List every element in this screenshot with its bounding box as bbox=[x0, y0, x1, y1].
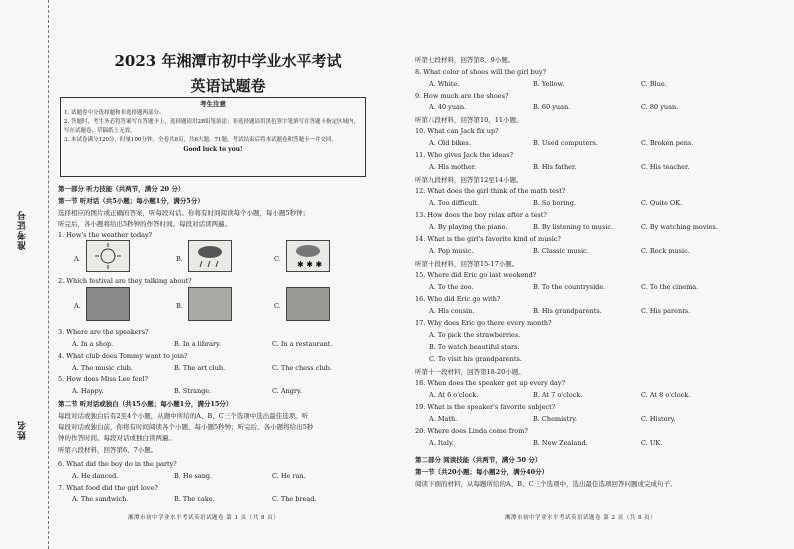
option: A. Pop music. bbox=[429, 247, 474, 255]
question-10: 10. What can Jack fix up? bbox=[415, 127, 499, 135]
notice-box bbox=[60, 97, 366, 177]
festival-image bbox=[286, 287, 330, 321]
rain-icon bbox=[188, 240, 232, 272]
section1-heading: 第一节 听对话（共5小题；每小题1分，满分5分） bbox=[58, 197, 204, 205]
option: B. To the countryside. bbox=[533, 283, 606, 291]
passage-intro: 听第九段材料，回答第12至14小题。 bbox=[415, 176, 523, 184]
option: A. His cousin. bbox=[429, 307, 475, 315]
notice-item: 2. 答题时，考生务必将答案写在答题卡上，选择题请用2B铅笔填涂；非选择题请用黑色签字笔填写在答题卡指定区域内，写在试题卷、草稿纸上无效。 bbox=[64, 119, 360, 134]
passage-intro: 听第十段材料，回答第15-17小题。 bbox=[415, 260, 519, 268]
passage-intro: 听第六段材料，回答第6、7小题。 bbox=[58, 446, 158, 454]
section2-instruction: 每段对话或独白前，你将有时间阅读各个小题，每小题5秒钟；听完后，各小题将给出5秒 bbox=[58, 423, 314, 431]
option: B. Classic music. bbox=[533, 247, 589, 255]
option: A. Math. bbox=[429, 415, 458, 423]
question-12: 12. What does the girl think of the math test? bbox=[415, 187, 566, 195]
option: C. He ran. bbox=[272, 472, 306, 480]
svg-text:✱ ✱ ✱: ✱ ✱ ✱ bbox=[297, 260, 323, 269]
passage-intro: 听第十一段材料，回答第18-20小题。 bbox=[415, 368, 525, 376]
option: A. To pick the strawberries. bbox=[429, 331, 521, 339]
question-2: 2. Which festival are they talking about? bbox=[58, 277, 192, 285]
option: C. By watching movies. bbox=[641, 223, 718, 231]
part2-heading: 第二部分 阅读技能（共两节，满分 50 分） bbox=[415, 456, 542, 464]
option: B. 60 yuan. bbox=[533, 103, 571, 111]
sun-icon bbox=[86, 240, 130, 272]
option: B. To watch beautiful stars. bbox=[429, 343, 520, 351]
option: B. Strange. bbox=[174, 387, 212, 395]
exam-title: 2023 年湘潭市初中学业水平考试 bbox=[114, 52, 342, 70]
part2-instruction: 阅读下面的材料，从每题所给的A、B、C三个选项中，选出最佳选项回答问题或完成句子。 bbox=[415, 480, 677, 488]
option: C. His teacher. bbox=[641, 163, 690, 171]
option: B. Yellow. bbox=[533, 80, 565, 88]
option-label: A. bbox=[74, 255, 81, 263]
question-4: 4. What club does Tommy want to join? bbox=[58, 352, 188, 360]
question-19: 19. What is the speaker's favorite subject? bbox=[415, 403, 556, 411]
option: B. By listening to music. bbox=[533, 223, 614, 231]
passage-intro: 听第八段材料，回答第10、11小题。 bbox=[415, 116, 523, 124]
question-11: 11. Who gives Jack the ideas? bbox=[415, 151, 514, 159]
option: C. Broken pens. bbox=[641, 139, 694, 147]
question-3: 3. Where are the speakers? bbox=[58, 328, 149, 336]
option: A. Italy. bbox=[429, 439, 454, 447]
option: B. His grandparents. bbox=[533, 307, 602, 315]
option: C. Quite OK. bbox=[641, 199, 683, 207]
question-13: 13. How does the boy relax after a test? bbox=[415, 211, 547, 219]
option: A. White. bbox=[429, 80, 460, 88]
question-15: 15. Where did Eric go last weekend? bbox=[415, 271, 537, 279]
section2-instruction: 每段对话或独白后有2至4个小题，从题中所给的A、B、C三个选项中选出最佳选项。听 bbox=[58, 412, 309, 420]
option-label: C. bbox=[274, 302, 281, 310]
question-20: 20. Where does Linda come from? bbox=[415, 427, 528, 435]
festival-image bbox=[188, 287, 232, 321]
option: A. Old bikes. bbox=[429, 139, 471, 147]
option-label: A. bbox=[74, 302, 81, 310]
option: C. Blue. bbox=[641, 80, 667, 88]
option: C. To the cinema. bbox=[641, 283, 699, 291]
question-6: 6. What did the boy do in the party? bbox=[58, 460, 177, 468]
question-1: 1. How's the weather today? bbox=[58, 231, 153, 239]
festival-image bbox=[86, 287, 130, 321]
notice-item: 1. 试题卷中分选择题和非选择题两部分。 bbox=[64, 110, 165, 116]
option: C. The bread. bbox=[272, 495, 317, 503]
option: C. 80 yuan. bbox=[641, 103, 679, 111]
page-footer: 湘潭市初中学业水平考试英语试题卷 第 2 页（共 8 页） bbox=[505, 515, 657, 521]
option-label: B. bbox=[176, 302, 183, 310]
exam-number-label: 准考证号 bbox=[18, 210, 28, 250]
question-14: 14. What is the girl's favorite kind of music? bbox=[415, 235, 561, 243]
option: B. The cake. bbox=[174, 495, 215, 503]
notice-item: 3. 本试卷满分120分，时量100分钟。全卷共8页，共6大题，71题。考试结束后将本试题卷和答题卡一并交回。 bbox=[64, 137, 337, 143]
snow-icon bbox=[286, 240, 330, 272]
question-17: 17. Why does Eric go there every month? bbox=[415, 319, 552, 327]
section1-instruction: 选择相应的图片或正确的答案，听每段对话。你将有时间阅读每个小题，每小题5秒钟； bbox=[58, 209, 310, 217]
option: C. To visit his grandparents. bbox=[429, 355, 522, 363]
option: C. In a restaurant. bbox=[272, 340, 333, 348]
name-label: 姓名 bbox=[18, 420, 28, 440]
option: B. New Zealand. bbox=[533, 439, 588, 447]
option: C. His parents. bbox=[641, 307, 691, 315]
right-page bbox=[397, 0, 794, 549]
option: C. UK. bbox=[641, 439, 663, 447]
binding-margin bbox=[0, 0, 49, 549]
option: B. His father. bbox=[533, 163, 577, 171]
option: B. Chemistry. bbox=[533, 415, 578, 423]
option: B. The art club. bbox=[174, 364, 226, 372]
part2-section1-heading: 第一节（共20小题；每小题2分，满分40分） bbox=[415, 468, 549, 476]
option: A. He danced. bbox=[72, 472, 119, 480]
option: C. The chess club. bbox=[272, 364, 332, 372]
option: B. At 7 o'clock. bbox=[533, 391, 583, 399]
option: B. Used computers. bbox=[533, 139, 598, 147]
notice-heading: 考生注意 bbox=[200, 100, 226, 108]
option: B. He sang. bbox=[174, 472, 213, 480]
option: C. At 8 o'clock. bbox=[641, 391, 691, 399]
section2-heading: 第二节 听对话或独白（共15小题；每小题1分，满分15分） bbox=[58, 400, 233, 408]
option: B. In a library. bbox=[174, 340, 221, 348]
option: A. 40 yuan. bbox=[429, 103, 467, 111]
question-7: 7. What food did the girl love? bbox=[58, 484, 158, 492]
good-luck-text: Good luck to you! bbox=[183, 146, 243, 153]
question-9: 9. How much are the shoes? bbox=[415, 92, 509, 100]
option: A. To the zoo. bbox=[429, 283, 474, 291]
option: A. At 6 o'clock. bbox=[429, 391, 479, 399]
option: A. By playing the piano. bbox=[429, 223, 508, 231]
option: A. The sandwich. bbox=[72, 495, 129, 503]
exam-subtitle: 英语试题卷 bbox=[190, 77, 266, 95]
option: A. Too difficult. bbox=[429, 199, 480, 207]
option: C. History. bbox=[641, 415, 676, 423]
option: A. In a shop. bbox=[72, 340, 114, 348]
question-8: 8. What color of shoes will the girl buy? bbox=[415, 68, 547, 76]
option: B. So boring. bbox=[533, 199, 577, 207]
option: C. Angry. bbox=[272, 387, 302, 395]
option: A. His mother. bbox=[429, 163, 477, 171]
passage-intro: 听第七段材料，回答第8、9小题。 bbox=[415, 56, 515, 64]
section1-instruction: 听完后，各小题将给出5秒钟的作答时间。每段对话读两遍。 bbox=[58, 220, 232, 228]
question-5: 5. How does Miss Lee feel? bbox=[58, 375, 149, 383]
page-footer: 湘潭市初中学业水平考试英语试题卷 第 1 页（共 8 页） bbox=[128, 515, 280, 521]
question-16: 16. Who did Eric go with? bbox=[415, 295, 501, 303]
part1-heading: 第一部分 听力技能（共两节，满分 20 分） bbox=[58, 185, 185, 193]
section2-instruction: 钟的作答时间。每段对话或独白读两遍。 bbox=[58, 434, 175, 442]
question-18: 18. When does the speaker get up every day? bbox=[415, 379, 566, 387]
option-label: B. bbox=[176, 255, 183, 263]
option-label: C. bbox=[274, 255, 281, 263]
option: C. Rock music. bbox=[641, 247, 690, 255]
option: A. The music club. bbox=[72, 364, 133, 372]
option: A. Happy. bbox=[72, 387, 104, 395]
